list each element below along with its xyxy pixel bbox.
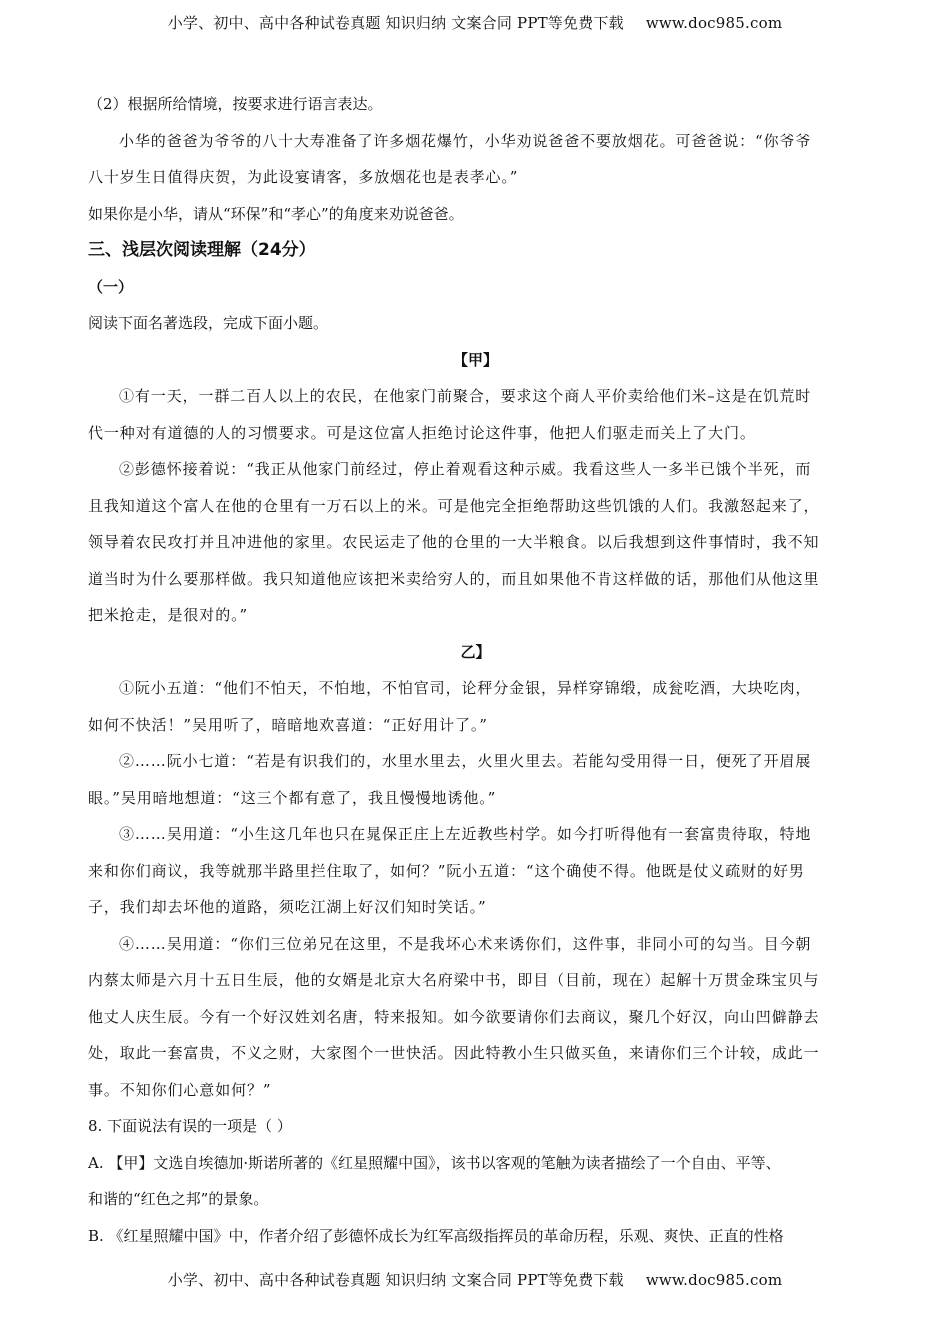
- question-8: 8. 下面说法有误的一项是（ ）: [88, 1117, 292, 1135]
- option-a-line-1: A. 【甲】文选自埃德加·斯诺所著的《红星照耀中国》，该书以客观的笔触为读者描绘了一个自由、平等、: [88, 1153, 781, 1172]
- jia-paragraph-2-line-4: 道当时为什么要那样做。我只知道他应该把米卖给穷人的，而且如果他不肯这样做的话，那他们从他这里: [88, 569, 820, 588]
- passage-yi-label: 乙】: [460, 642, 491, 661]
- yi-paragraph-1-line-2: 如何不快活！”吴用听了，暗暗地欢喜道：“正好用计了。”: [88, 715, 488, 734]
- document-body: [88, 86, 863, 1254]
- jia-paragraph-1-line-2: 代一种对有道德的人的习惯要求。可是这位富人拒绝讨论这件事，他把人们驱走而关上了大门。: [88, 423, 756, 442]
- header-site-link[interactable]: www.doc985.com: [645, 14, 783, 32]
- subsection-one-title: （一）: [88, 277, 134, 296]
- jia-paragraph-2-line-1: ②彭德怀接着说：“我正从他家门前经过，停止着观看这种示威。我看这些人一多半已饿个半死，而: [119, 460, 812, 478]
- yi-paragraph-3-line-2: 来和你们商议，我等就那半路里拦住取了，如何？”阮小五道：“这个确使不得。他既是仗义疏财的好男: [88, 861, 805, 880]
- yi-paragraph-4-line-1: ④……吴用道：“你们三位弟兄在这里，不是我坏心术来诱你们，这件事，非同小可的勾当。目今朝: [119, 934, 812, 953]
- page-footer: [0, 1269, 950, 1290]
- yi-paragraph-2-line-2: 眼。”吴用暗地想道：“这三个都有意了，我且慢慢地诱他。”: [88, 788, 497, 807]
- scenario-line-1: 小华的爸爸为爷爷的八十大寿准备了许多烟花爆竹，小华劝说爸爸不要放烟花。可爸爸说：“你爷爷: [119, 131, 812, 150]
- page-header: [0, 12, 950, 33]
- yi-paragraph-3-line-3: 子，我们却去坏他的道路，须吃江湖上好汉们知时笑话。”: [88, 898, 487, 916]
- task-instruction: 如果你是小华，请从“环保”和“孝心”的角度来劝说爸爸。: [88, 204, 464, 223]
- yi-paragraph-4-line-4: 处，取此一套富贵，不义之财，大家图个一世快活。因此特教小生只做买鱼，来请你们三个计较，成此一: [88, 1044, 820, 1062]
- option-b-line-1: B. 《红星照耀中国》中，作者介绍了彭德怀成长为红军高级指挥员的革命历程，乐观、爽快、正直的性格: [88, 1226, 784, 1245]
- footer-text: 小学、初中、高中各种试卷真题 知识归纳 文案合同 PPT等免费下载: [167, 1271, 624, 1289]
- yi-paragraph-4-line-2: 内蔡太师是六月十五日生辰，他的女婿是北京大名府梁中书，即目（目前，现在）起解十万贯金珠宝贝与: [88, 971, 820, 989]
- yi-paragraph-4-line-3: 他丈人庆生辰。今有一个好汉姓刘名唐，特来报知。如今欲要请你们去商议，聚几个好汉，向山凹僻静去: [88, 1007, 820, 1026]
- footer-site-link[interactable]: www.doc985.com: [645, 1271, 783, 1289]
- yi-paragraph-4-line-5: 事。不知你们心意如何？”: [88, 1080, 272, 1099]
- passage-jia-label: 【甲】: [452, 350, 498, 369]
- jia-paragraph-2-line-3: 领导着农民攻打并且冲进他的家里。农民运走了他的仓里的一大半粮食。以后我想到这件事情时，我不知: [88, 533, 820, 551]
- section-3-title: 三、浅层次阅读理解（24分）: [88, 240, 316, 260]
- yi-paragraph-2-line-1: ②……阮小七道：“若是有识我们的，水里水里去，火里火里去。若能勾受用得一日，便死了开眉展: [119, 752, 812, 770]
- question-2-prompt: （2）根据所给情境，按要求进行语言表达。: [88, 95, 383, 113]
- yi-paragraph-1-line-1: ①阮小五道：“他们不怕天，不怕地，不怕官司，论秤分金银，异样穿锦缎，成瓮吃酒，大块吃肉，: [119, 679, 812, 697]
- reading-instruction: 阅读下面名著选段，完成下面小题。: [88, 314, 329, 332]
- jia-paragraph-2-line-2: 且我知道这个富人在他的仓里有一万石以上的米。可是他完全拒绝帮助这些饥饿的人们。我激怒起来了，: [88, 496, 820, 515]
- header-text: 小学、初中、高中各种试卷真题 知识归纳 文案合同 PPT等免费下载: [167, 14, 624, 32]
- jia-paragraph-1-line-1: ①有一天，一群二百人以上的农民，在他家门前聚合，要求这个商人平价卖给他们米–这是在饥荒时: [119, 387, 812, 405]
- yi-paragraph-3-line-1: ③……吴用道：“小生这几年也只在晁保正庄上左近教些村学。如今打听得他有一套富贵待取，特地: [119, 825, 812, 843]
- scenario-line-2: 八十岁生日值得庆贺，为此设宴请客，多放烟花也是表孝心。”: [88, 168, 519, 186]
- option-a-line-2: 和谐的“红色之邦”的景象。: [88, 1190, 269, 1208]
- jia-paragraph-2-line-5: 把米抢走，是很对的。”: [88, 606, 249, 624]
